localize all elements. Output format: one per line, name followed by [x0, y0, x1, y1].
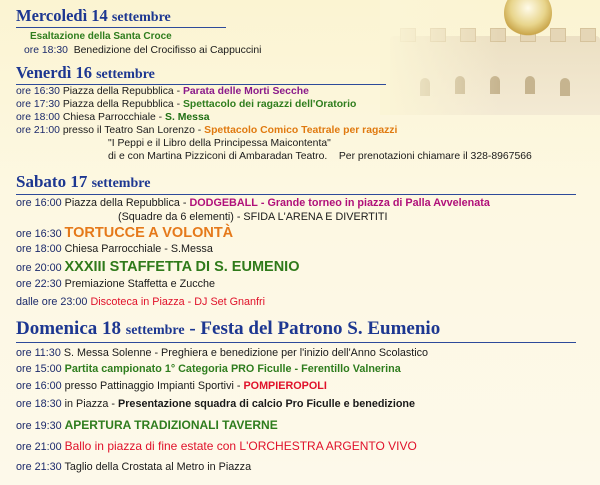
event-row: ore 15:00 Partita campionato 1° Categoria PRO Ficulle - Ferentillo Valnerina — [16, 363, 401, 375]
event-row: ore 18:00 Chiesa Parrocchiale - S. Messa — [16, 112, 210, 123]
event-row: ore 18:00 Chiesa Parrocchiale - S.Messa — [16, 243, 213, 255]
event-detail: "I Peppi e il Libro della Principessa Maicontenta" — [108, 138, 331, 149]
event-row: ore 18:30 Benedizione del Crocifisso ai Cappuccini — [24, 45, 262, 56]
event-row: ore 18:30 in Piazza - Presentazione squadra di calcio Pro Ficulle e benedizione — [16, 398, 416, 410]
event-row: ore 16:30 Piazza della Repubblica - Parata delle Morti Secche — [16, 86, 309, 97]
tower-illustration — [380, 0, 600, 115]
event-row: ore 21:30 Taglio della Crostata al Metro in Piazza — [16, 461, 252, 473]
event-row: ore 16:00 presso Pattinaggio Impianti Sportivi - POMPIEROPOLI — [16, 380, 327, 392]
event-row: ore 11:30 S. Messa Solenne - Preghiera e benedizione per l'inizio dell'Anno Scolastico — [16, 347, 429, 359]
statue-icon — [504, 0, 552, 38]
day1-subtitle: Esaltazione della Santa Croce — [30, 31, 172, 42]
event-row: ore 17:30 Piazza della Repubblica - Spettacolo dei ragazzi dell'Oratorio — [16, 99, 357, 110]
day-heading-domenica: Domenica 18 settembre - Festa del Patrono S. Eumenio — [16, 318, 441, 339]
event-row: ore 22:30 Premiazione Staffetta e Zucche — [16, 278, 216, 290]
event-row: ore 20:00 XXXIII STAFFETTA DI S. EUMENIO — [16, 259, 300, 275]
event-row: ore 21:00 Ballo in piazza di fine estate con L'ORCHESTRA ARGENTO VIVO — [16, 439, 417, 453]
event-row: ore 16:30 TORTUCCE A VOLONTÀ — [16, 225, 234, 241]
event-row: ore 21:00 presso il Teatro San Lorenzo - Spettacolo Comico Teatrale per ragazzi — [16, 125, 398, 136]
event-row: ore 16:00 Piazza della Repubblica - DODGEBALL - Grande torneo in piazza di Palla Avvelenata — [16, 197, 490, 209]
day-heading-sabato: Sabato 17 settembre — [16, 172, 151, 191]
event-detail: (Squadre da 6 elementi) - SFIDA L'ARENA E DIVERTITI — [118, 211, 388, 223]
day-heading-mercoledi: Mercoledì 14 settembre — [16, 6, 171, 25]
event-detail: di e con Martina Pizziconi di Ambaradan Teatro. Per prenotazioni chiamare il 328-8967566 — [108, 151, 532, 162]
event-row: ore 19:30 APERTURA TRADIZIONALI TAVERNE — [16, 418, 278, 432]
day-heading-venerdi: Venerdì 16 settembre — [16, 63, 155, 82]
event-row: dalle ore 23:00 Discoteca in Piazza - DJ Set Gnanfri — [16, 296, 266, 308]
